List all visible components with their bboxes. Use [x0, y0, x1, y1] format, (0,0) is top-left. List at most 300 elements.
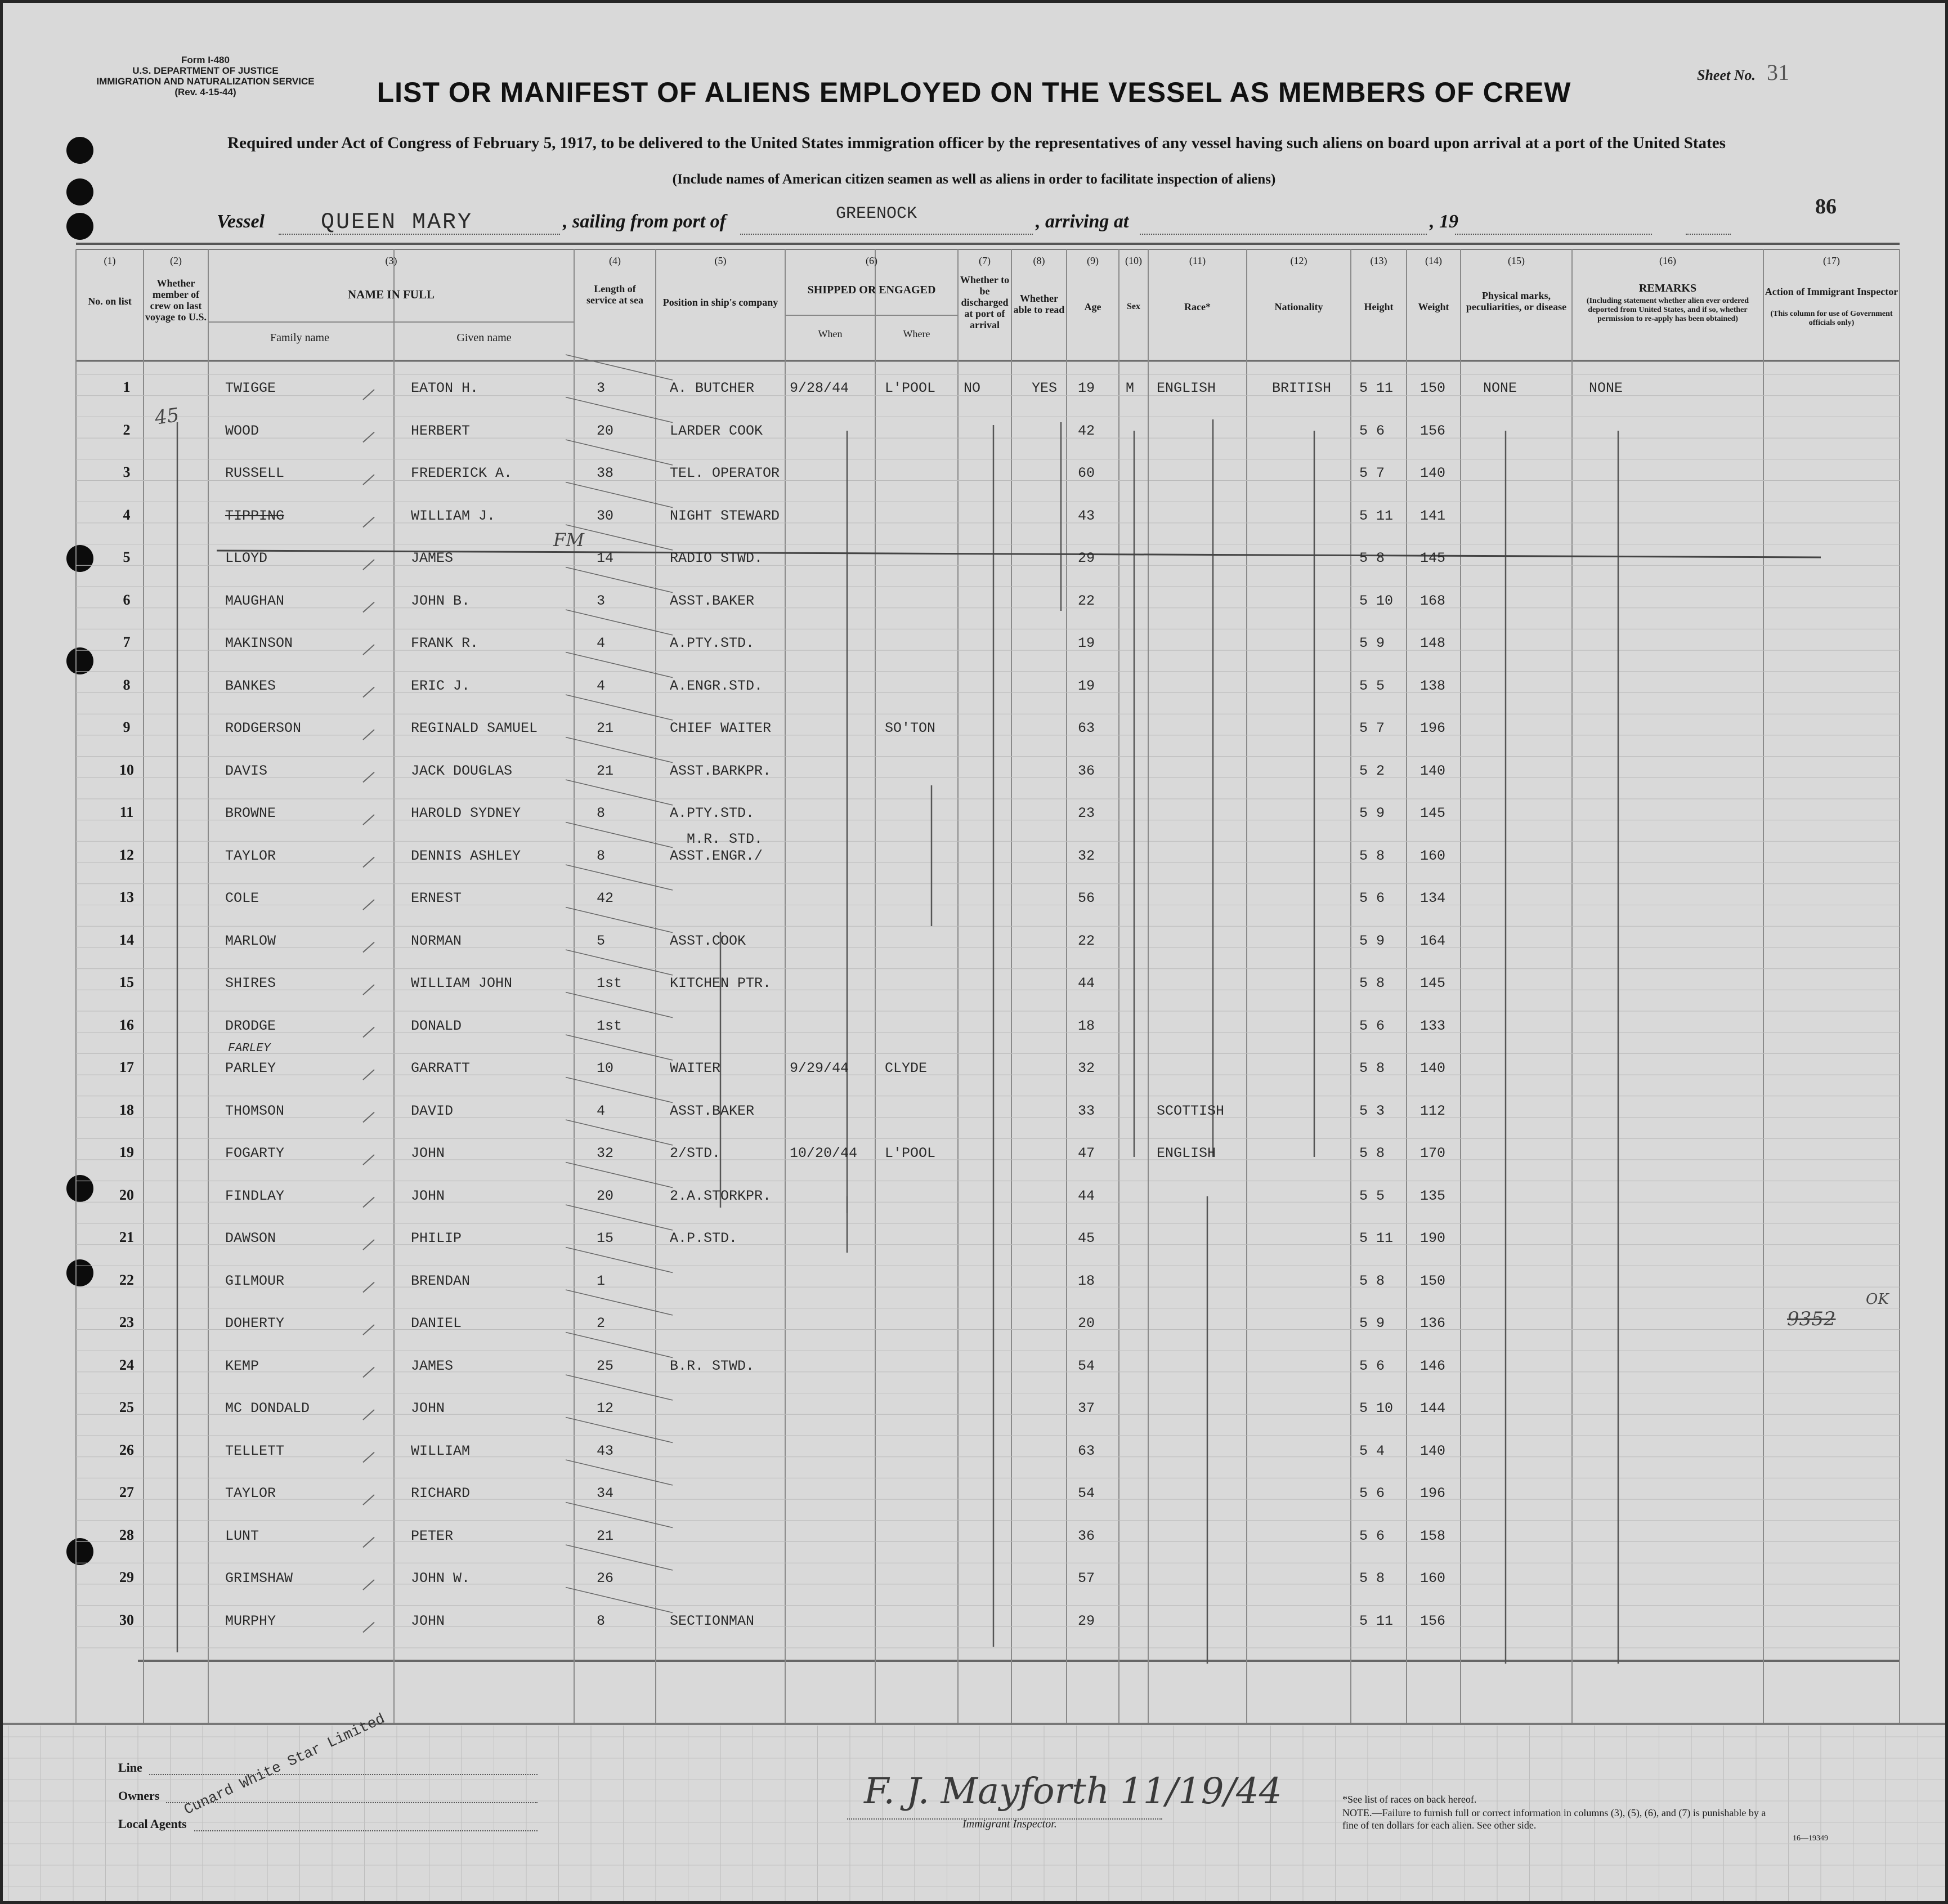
service-length: 21: [597, 762, 614, 779]
header-race: Race*: [1184, 301, 1211, 312]
shipped-where: L'POOL: [885, 1145, 936, 1161]
height: 5 8: [1359, 975, 1385, 991]
grid-line: [363, 730, 374, 740]
weight: 158: [1420, 1527, 1446, 1544]
service-length: 5: [597, 932, 606, 949]
given-name: FREDERICK A.: [411, 465, 513, 481]
given-name: RICHARD: [411, 1485, 471, 1501]
service-length: 20: [597, 422, 614, 439]
position: WAITER: [670, 1060, 721, 1076]
position: ASST.BARKPR.: [670, 762, 772, 779]
age: 33: [1078, 1102, 1095, 1119]
grid-line: [566, 780, 673, 805]
weight: 134: [1420, 890, 1446, 906]
family-name: KEMP: [225, 1357, 259, 1374]
position: SECTIONMAN: [670, 1612, 755, 1629]
service-length: 8: [597, 805, 606, 821]
age: 19: [1078, 635, 1095, 651]
given-name: EATON H.: [411, 380, 479, 396]
weight: 164: [1420, 932, 1446, 949]
position: A.P.STD.: [670, 1230, 738, 1246]
header-weight: Weight: [1418, 301, 1449, 312]
grid-line: [363, 1495, 374, 1505]
age: 44: [1078, 975, 1095, 991]
age: 20: [1078, 1315, 1095, 1331]
grid-line: [566, 1248, 673, 1273]
row-number: 19: [119, 1144, 134, 1160]
race: ENGLISH: [1157, 380, 1216, 396]
header-height: Height: [1364, 301, 1394, 312]
age: 45: [1078, 1230, 1095, 1246]
given-name: JAMES: [411, 550, 454, 566]
given-name: REGINALD SAMUEL: [411, 720, 538, 736]
age: 44: [1078, 1187, 1095, 1204]
header-remarks: REMARKS: [1638, 282, 1697, 294]
age: 54: [1078, 1357, 1095, 1374]
height: 5 11: [1359, 507, 1394, 524]
family-name: TAYLOR: [225, 1485, 276, 1501]
grid-line: [363, 1623, 374, 1633]
family-name: FOGARTY: [225, 1145, 285, 1161]
family-name: BROWNE: [225, 805, 276, 821]
position: LARDER COOK: [670, 422, 763, 439]
position: 2/STD.: [670, 1145, 721, 1161]
sailing-label: , sailing from port of: [563, 211, 726, 232]
weight: 168: [1420, 592, 1446, 609]
weight: 140: [1420, 465, 1446, 481]
grid-line: [363, 475, 374, 485]
service-length: 1st: [597, 1017, 623, 1034]
weight: 160: [1420, 847, 1446, 864]
weight: 196: [1420, 720, 1446, 736]
grid-line: [566, 440, 673, 465]
header-when: When: [818, 328, 843, 339]
weight: 140: [1420, 1060, 1446, 1076]
shipped-when: 9/29/44: [790, 1060, 849, 1076]
grid-line: [566, 1290, 673, 1315]
race: SCOTTISH: [1157, 1102, 1225, 1119]
header-crew-last-voyage: Whether member of crew on last voyage to U.S.: [145, 278, 207, 323]
service-length: 1: [597, 1272, 606, 1289]
row-number: 6: [123, 591, 131, 608]
given-name: JACK DOUGLAS: [411, 762, 513, 779]
vessel-name: QUEEN MARY: [321, 210, 473, 235]
service-length: 34: [597, 1485, 614, 1501]
grid-line: [566, 738, 673, 763]
family-name: MAUGHAN: [225, 592, 285, 609]
family-name: DAVIS: [225, 762, 268, 779]
position: ASST.ENGR./: [670, 847, 763, 864]
row1-handwritten-mark: 45: [153, 404, 181, 430]
height: 5 8: [1359, 1145, 1385, 1161]
family-name: RODGERSON: [225, 720, 302, 736]
weight: 135: [1420, 1187, 1446, 1204]
family-name: DOHERTY: [225, 1315, 285, 1331]
grid-line: [363, 1537, 374, 1548]
column-number: (8): [1033, 255, 1045, 266]
header-inspector-sub: (This column for use of Government officials only): [1770, 310, 1893, 327]
grid-line: [363, 857, 374, 868]
row-number: 20: [119, 1186, 134, 1203]
height: 5 9: [1359, 932, 1385, 949]
service-length: 8: [597, 847, 606, 864]
column-number: (4): [609, 255, 621, 266]
family-name: GRIMSHAW: [225, 1570, 293, 1586]
shipped-when: 9/28/44: [790, 380, 849, 396]
grid-line: [566, 695, 673, 720]
grid-line: [566, 610, 673, 635]
given-name: WILLIAM J.: [411, 507, 496, 524]
row-number: 14: [119, 931, 134, 948]
given-name: GARRATT: [411, 1060, 471, 1076]
service-length: 26: [597, 1570, 614, 1586]
row-number: 13: [119, 889, 134, 905]
height: 5 11: [1359, 380, 1394, 396]
line-label: Line: [118, 1760, 142, 1775]
header-length-of-service: Length of service at sea: [586, 283, 643, 306]
manifest-sheet: [3, 3, 1945, 1901]
row-number: 29: [119, 1569, 134, 1585]
family-name: COLE: [225, 890, 259, 906]
service-length: 8: [597, 1612, 606, 1629]
weight: 145: [1420, 805, 1446, 821]
given-name: DONALD: [411, 1017, 462, 1034]
service: IMMIGRATION AND NATURALIZATION SERVICE: [96, 76, 315, 87]
grid-line: [566, 482, 673, 508]
age: 36: [1078, 762, 1095, 779]
family-name: MC DONDALD: [225, 1400, 310, 1416]
service-length: 43: [597, 1442, 614, 1459]
grid-line: [363, 602, 374, 613]
height: 5 10: [1359, 1400, 1394, 1416]
height: 5 9: [1359, 635, 1385, 651]
races-note: *See list of races on back hereof.: [1342, 1794, 1477, 1805]
physical-marks: NONE: [1483, 380, 1517, 396]
header-nationality: Nationality: [1274, 301, 1323, 312]
weight: 145: [1420, 975, 1446, 991]
shipped-where: L'POOL: [885, 380, 936, 396]
family-name: FINDLAY: [225, 1187, 285, 1204]
vessel-label: Vessel: [217, 211, 265, 232]
form-number: Form I-480: [181, 55, 230, 65]
weight: 133: [1420, 1017, 1446, 1034]
height: 5 6: [1359, 1485, 1385, 1501]
height: 5 3: [1359, 1102, 1385, 1119]
grid-line: [363, 560, 374, 570]
able-to-read: YES: [1032, 380, 1058, 396]
age: 29: [1078, 1612, 1095, 1629]
age: 60: [1078, 465, 1095, 481]
weight: 196: [1420, 1485, 1446, 1501]
given-name: PETER: [411, 1527, 454, 1544]
position: B.R. STWD.: [670, 1357, 755, 1374]
given-name: HAROLD SYDNEY: [411, 805, 521, 821]
row-number: 12: [119, 846, 134, 863]
grid-line: [566, 865, 673, 890]
grid-line: [566, 397, 673, 423]
remarks: NONE: [1589, 380, 1623, 396]
position: A.PTY.STD.: [670, 805, 755, 821]
grid-line: [566, 1503, 673, 1528]
service-length: 30: [597, 507, 614, 524]
header-age: Age: [1084, 301, 1101, 312]
position: A. BUTCHER: [670, 380, 755, 396]
height: 5 6: [1359, 1357, 1385, 1374]
sheet-label: Sheet No.: [1697, 67, 1756, 83]
column-number: (3): [385, 255, 397, 266]
row-number: 26: [119, 1441, 134, 1458]
weight: 140: [1420, 762, 1446, 779]
weight: 136: [1420, 1315, 1446, 1331]
header-remarks-sub: (Including statement whether alien ever ordered deported from United States, and if so, whether permission to re-apply has been obtained): [1586, 297, 1749, 323]
header-inspector-action: Action of Immigrant Inspector: [1765, 286, 1898, 297]
age: 23: [1078, 805, 1095, 821]
column-number: (6): [866, 255, 877, 266]
row-number: 30: [119, 1611, 134, 1628]
age: 29: [1078, 550, 1095, 566]
shipped-where: CLYDE: [885, 1060, 928, 1076]
given-name: FRANK R.: [411, 635, 479, 651]
service-length: 12: [597, 1400, 614, 1416]
grid-line: [363, 1580, 374, 1590]
row-number: 1: [123, 379, 131, 395]
family-name: TELLETT: [225, 1442, 285, 1459]
height: 5 7: [1359, 465, 1385, 481]
age: 37: [1078, 1400, 1095, 1416]
height: 5 8: [1359, 1570, 1385, 1586]
family-name-correction: FARLEY: [228, 1042, 271, 1055]
grid-line: [566, 1588, 673, 1613]
given-name: JOHN: [411, 1400, 445, 1416]
grid-line: [566, 1163, 673, 1188]
row-number: 21: [119, 1229, 134, 1245]
header-physical-marks: Physical marks, peculiarities, or disease: [1466, 290, 1567, 312]
height: 5 6: [1359, 422, 1385, 439]
height: 5 2: [1359, 762, 1385, 779]
row-number: 5: [123, 549, 131, 565]
family-name: LLOYD: [225, 550, 268, 566]
column-number: (10): [1125, 255, 1142, 266]
given-name: HERBERT: [411, 422, 471, 439]
column-number: (13): [1370, 255, 1387, 266]
column-number: (16): [1659, 255, 1676, 266]
weight: 160: [1420, 1570, 1446, 1586]
age: 22: [1078, 932, 1095, 949]
penalty-note: NOTE.—Failure to furnish full or correct information in columns (3), (5), (6), and (7) is punishable by a fine of ten dollars for each alien. See other side.: [1342, 1807, 1766, 1831]
given-name: JOHN: [411, 1145, 445, 1161]
grid-line: [566, 567, 673, 593]
row-number: 18: [119, 1101, 134, 1118]
position: ASST.BAKER: [670, 592, 755, 609]
grid-line: [566, 355, 673, 380]
revision: (Rev. 4-15-44): [174, 87, 236, 97]
row-number: 17: [119, 1059, 134, 1075]
age: 57: [1078, 1570, 1095, 1586]
row-number: 24: [119, 1356, 134, 1373]
family-name: WOOD: [225, 422, 259, 439]
grid-line: [566, 908, 673, 933]
shipped-when: 10/20/44: [790, 1145, 858, 1161]
grid-line: [566, 993, 673, 1018]
header-shipped-or-engaged: SHIPPED OR ENGAGED: [807, 284, 936, 296]
position: TEL. OPERATOR: [670, 465, 780, 481]
position: KITCHEN PTR.: [670, 975, 772, 991]
position: CHIEF WAITER: [670, 720, 772, 736]
agents-dotline: [194, 1830, 538, 1831]
service-length: 32: [597, 1145, 614, 1161]
agent-stamp: Cunard White Star Limited: [181, 1710, 388, 1818]
row-number: 27: [119, 1484, 134, 1500]
column-number: (17): [1823, 255, 1840, 266]
row-number: 7: [123, 634, 131, 650]
weight: 112: [1420, 1102, 1446, 1119]
nationality: BRITISH: [1272, 380, 1332, 396]
grid-line: [363, 772, 374, 783]
weight: 148: [1420, 635, 1446, 651]
height: 5 6: [1359, 890, 1385, 906]
given-name: DAVID: [411, 1102, 454, 1119]
weight: 146: [1420, 1357, 1446, 1374]
grid-line: [363, 432, 374, 443]
age: 32: [1078, 847, 1095, 864]
service-length: 4: [597, 677, 606, 694]
grid-line: [566, 1418, 673, 1443]
row-number: 25: [119, 1399, 134, 1415]
grid-line: [566, 1375, 673, 1400]
weight: 144: [1420, 1400, 1446, 1416]
weight: 156: [1420, 1612, 1446, 1629]
height: 5 6: [1359, 1527, 1385, 1544]
agents-label: Local Agents: [118, 1817, 187, 1831]
header-position: Position in ship's company: [662, 297, 778, 308]
position: 2.A.STORKPR.: [670, 1187, 772, 1204]
sex: M: [1126, 380, 1135, 396]
given-name: WILLIAM JOHN: [411, 975, 513, 991]
service-length: 20: [597, 1187, 614, 1204]
row-number: 9: [123, 719, 131, 735]
given-name: BRENDAN: [411, 1272, 471, 1289]
position: ASST.BAKER: [670, 1102, 755, 1119]
page-title: LIST OR MANIFEST OF ALIENS EMPLOYED ON THE VESSEL AS MEMBERS OF CREW: [377, 77, 1571, 108]
weight: 141: [1420, 507, 1446, 524]
service-length: 21: [597, 1527, 614, 1544]
grid-line: [566, 950, 673, 975]
signature-date: 11/19/44: [1120, 1771, 1282, 1812]
weight: 170: [1420, 1145, 1446, 1161]
row-number: 3: [123, 464, 131, 480]
age: 32: [1078, 1060, 1095, 1076]
family-name: MAKINSON: [225, 635, 293, 651]
family-name: SHIRES: [225, 975, 276, 991]
given-name: NORMAN: [411, 932, 462, 949]
column-number: (12): [1290, 255, 1307, 266]
family-name: LUNT: [225, 1527, 259, 1544]
age: 63: [1078, 1442, 1095, 1459]
service-length: 1st: [597, 975, 623, 991]
year-label: , 19: [1430, 211, 1458, 232]
given-name: ERNEST: [411, 890, 462, 906]
row-number: 2: [123, 421, 131, 438]
sheet-number: 31: [1767, 60, 1789, 85]
discharge: NO: [964, 380, 981, 396]
given-name: JAMES: [411, 1357, 454, 1374]
column-number: (11): [1189, 255, 1206, 266]
service-length: 2: [597, 1315, 606, 1331]
column-number: (15): [1508, 255, 1525, 266]
family-name: THOMSON: [225, 1102, 285, 1119]
row-number: 23: [119, 1314, 134, 1330]
given-name: JOHN: [411, 1187, 445, 1204]
grid-line: [566, 1545, 673, 1570]
row-number: 11: [119, 804, 134, 820]
grid-line: [363, 1367, 374, 1378]
subtitle-note: (Include names of American citizen seamen as well as aliens in order to facilitate inspection of aliens): [672, 172, 1276, 187]
age: 47: [1078, 1145, 1095, 1161]
age: 18: [1078, 1272, 1095, 1289]
inspector-label: Immigrant Inspector.: [962, 1818, 1057, 1830]
family-name: DAWSON: [225, 1230, 276, 1246]
header-no-on-list: No. on list: [88, 296, 132, 307]
grid-line: [566, 1205, 673, 1230]
given-name: JOHN B.: [411, 592, 471, 609]
height: 5 4: [1359, 1442, 1385, 1459]
family-name: TWIGGE: [225, 380, 276, 396]
grid-line: [566, 1035, 673, 1060]
given-name: JOHN: [411, 1612, 445, 1629]
age: 63: [1078, 720, 1095, 736]
service-length: 3: [597, 380, 606, 396]
header-able-to-read: Whether able to read: [1013, 293, 1065, 315]
weight: 190: [1420, 1230, 1446, 1246]
column-number: (5): [714, 255, 727, 266]
family-name: BANKES: [225, 677, 276, 694]
given-name: DENNIS ASHLEY: [411, 847, 521, 864]
line-dotline: [149, 1774, 538, 1775]
service-length: 4: [597, 635, 606, 651]
height: 5 8: [1359, 1272, 1385, 1289]
column-number: (14): [1425, 255, 1442, 266]
position: RADIO STWD.: [670, 550, 763, 566]
row-number: 28: [119, 1526, 134, 1543]
position: NIGHT STEWARD: [670, 507, 780, 524]
height: 5 9: [1359, 1315, 1385, 1331]
family-name: TAYLOR: [225, 847, 276, 864]
height: 5 10: [1359, 592, 1394, 609]
family-name: DRODGE: [225, 1017, 276, 1034]
age: 18: [1078, 1017, 1095, 1034]
grid-line: [363, 815, 374, 825]
weight: 156: [1420, 422, 1446, 439]
row-number: 8: [123, 676, 131, 693]
service-length: 10: [597, 1060, 614, 1076]
header-family-name: Family name: [270, 332, 329, 344]
family-name: MARLOW: [225, 932, 276, 949]
grid-line: [363, 687, 374, 698]
given-name: ERIC J.: [411, 677, 471, 694]
grid-line: [363, 1410, 374, 1420]
grid-line: [363, 1452, 374, 1463]
given-name: DANIEL: [411, 1315, 462, 1331]
service-length: 38: [597, 465, 614, 481]
height: 5 8: [1359, 847, 1385, 864]
row-number: 15: [119, 974, 134, 990]
grid-line: [566, 1120, 673, 1145]
service-length: 14: [597, 550, 614, 566]
grid-line: [566, 1460, 673, 1485]
position: A.ENGR.STD.: [670, 677, 763, 694]
port-name: GREENOCK: [836, 204, 917, 224]
row-number: 22: [119, 1271, 134, 1288]
